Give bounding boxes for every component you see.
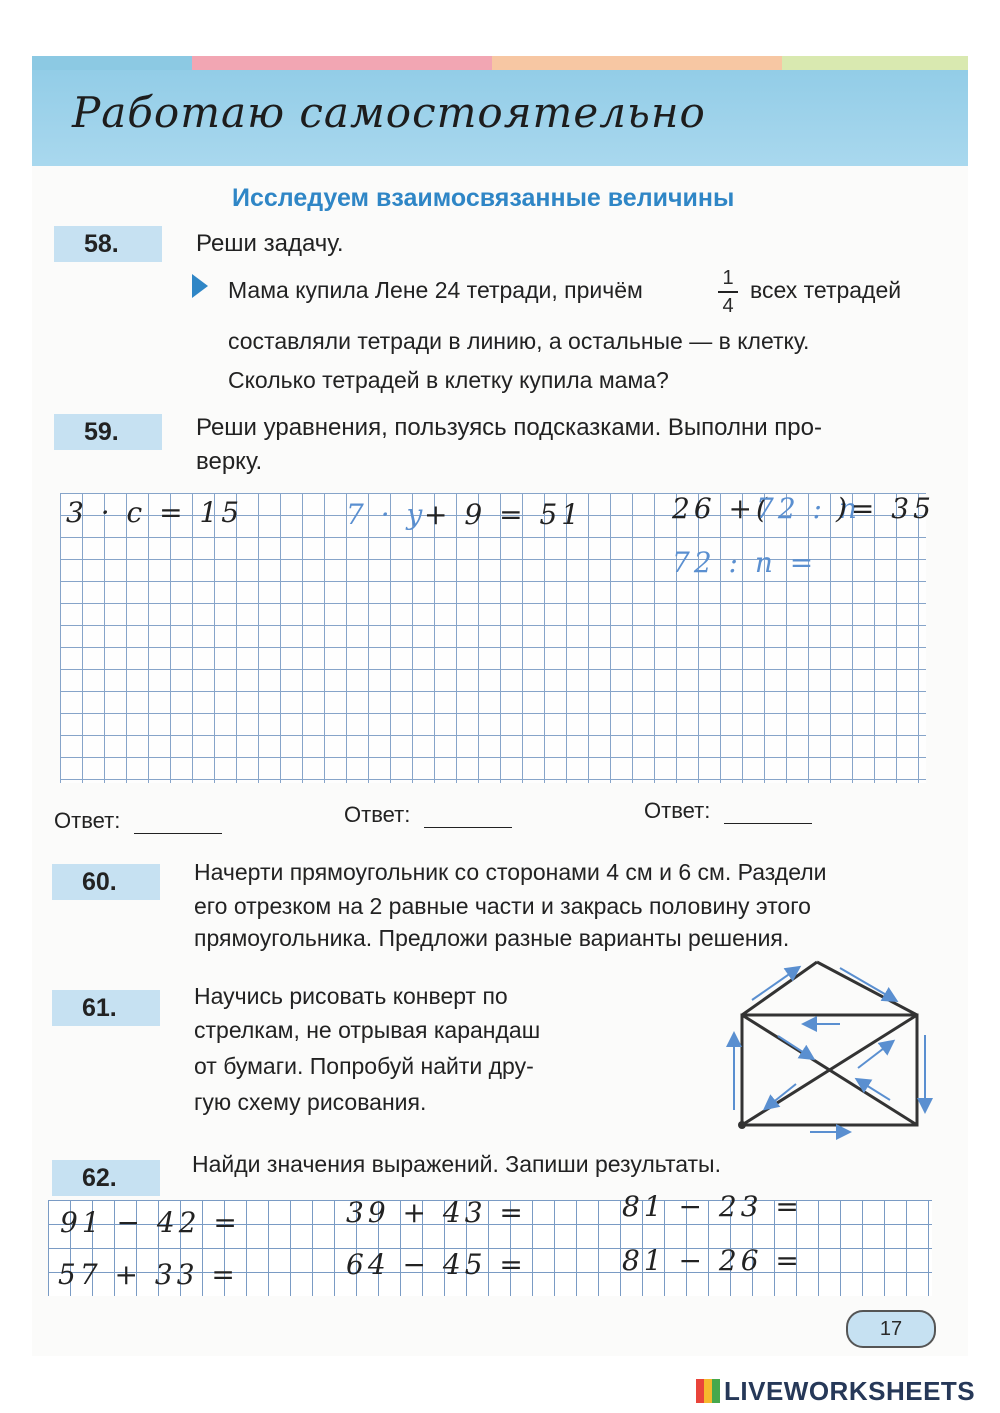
watermark: LIVEWORKSHEETS bbox=[696, 1376, 975, 1407]
banner-stripe bbox=[192, 56, 492, 70]
task59-text-line2: верку. bbox=[196, 448, 263, 475]
logo-icon bbox=[696, 1379, 720, 1403]
task60-text-line1: Начерти прямоугольник со сторонами 4 см и 6 см. Раздели bbox=[194, 859, 827, 885]
task58-text-line3: Сколько тетрадей в клетку купила мама? bbox=[228, 367, 669, 393]
expression[interactable]: 64 − 45 = bbox=[346, 1248, 527, 1281]
envelope-diagram bbox=[720, 950, 940, 1145]
task-number-60: 60. bbox=[52, 864, 160, 900]
expression[interactable]: 91 − 42 = bbox=[60, 1206, 241, 1239]
answer-field-2[interactable]: Ответ: bbox=[344, 802, 512, 828]
banner-stripe bbox=[782, 56, 968, 70]
task-number-58: 58. bbox=[54, 226, 162, 262]
section-title: Исследуем взаимосвязанные величины bbox=[232, 184, 735, 212]
equation-3-start: 26 +( bbox=[672, 492, 771, 525]
equation-3-hint: 72 : n bbox=[756, 492, 861, 525]
fraction bbox=[718, 266, 738, 318]
banner-stripe bbox=[32, 56, 192, 70]
task58-instruction: Реши задачу. bbox=[196, 230, 344, 257]
expression[interactable]: 81 − 26 = bbox=[622, 1244, 803, 1277]
arrow-icon bbox=[192, 274, 208, 298]
task-number-59: 59. bbox=[54, 414, 162, 450]
equation-2: + 9 = 51 bbox=[424, 498, 584, 531]
drawing-arrows bbox=[734, 968, 925, 1132]
task58-text-line1: Мама купила Лене 24 тетради, причём bbox=[228, 277, 643, 303]
page-title: Работаю самостоятельно bbox=[72, 88, 706, 137]
fraction-denominator: 4 bbox=[722, 295, 734, 317]
banner-stripe bbox=[492, 56, 782, 70]
task60-text-line3: прямоугольника. Предложи разные варианты решения. bbox=[194, 925, 790, 951]
equation-3-sub: 72 : n = bbox=[672, 546, 818, 579]
answer-grid[interactable] bbox=[60, 493, 926, 783]
answer-field-1[interactable]: Ответ: bbox=[54, 808, 222, 834]
answer-field-3[interactable]: Ответ: bbox=[644, 798, 812, 824]
fraction-numerator: 1 bbox=[722, 267, 734, 289]
equation-3-end: )= 35 bbox=[836, 492, 935, 525]
expression[interactable]: 39 + 43 = bbox=[346, 1196, 527, 1229]
task61-text-line3: от бумаги. Попробуй найти дру- bbox=[194, 1053, 534, 1079]
equation-2-hint: 7 · y bbox=[346, 498, 427, 531]
task60-text-line2: его отрезком на 2 равные части и закрась половину этого bbox=[194, 893, 811, 919]
task61-text-line4: гую схему рисования. bbox=[194, 1089, 427, 1115]
task62-instruction: Найди значения выражений. Запиши результаты. bbox=[192, 1151, 721, 1177]
task59-text-line1: Реши уравнения, пользуясь подсказками. Выполни про- bbox=[196, 414, 822, 441]
task58-text-line1-end: всех тетрадей bbox=[750, 277, 902, 303]
task-number-61: 61. bbox=[52, 990, 160, 1026]
expression[interactable]: 81 − 23 = bbox=[622, 1190, 803, 1223]
start-point bbox=[738, 1121, 746, 1129]
page-number: 17 bbox=[846, 1310, 936, 1348]
fraction-bar bbox=[718, 291, 738, 293]
task61-text-line2: стрелкам, не отрывая карандаш bbox=[194, 1017, 541, 1043]
task58-text-line2: составляли тетради в линию, а остальные — в клетку. bbox=[228, 328, 810, 354]
task-number-62: 62. bbox=[52, 1160, 160, 1196]
task61-text-line1: Научись рисовать конверт по bbox=[194, 983, 508, 1009]
equation-1: 3 · c = 15 bbox=[66, 496, 244, 529]
expression[interactable]: 57 + 33 = bbox=[58, 1258, 239, 1291]
